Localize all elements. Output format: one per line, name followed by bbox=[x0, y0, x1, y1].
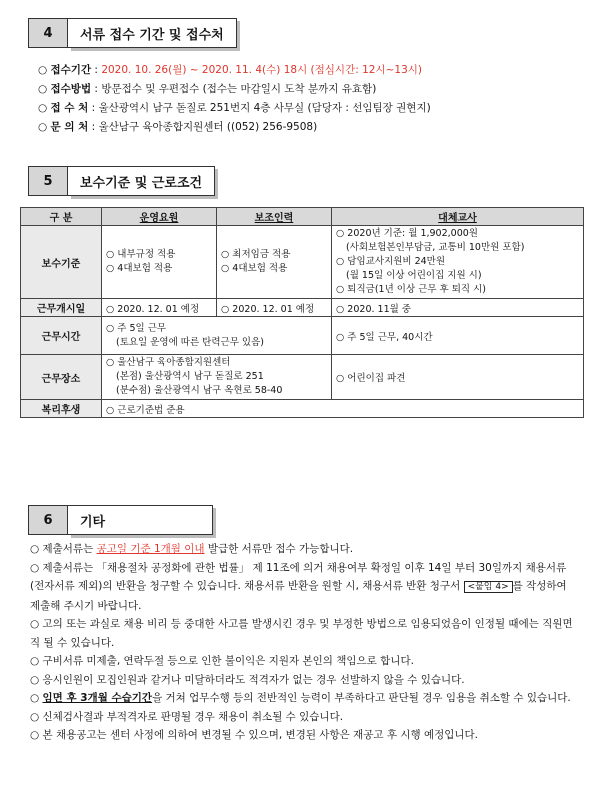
row-header: 근무시간 bbox=[21, 317, 102, 355]
row-header: 복리후생 bbox=[21, 400, 102, 418]
table-cell: ○ 2020. 12. 01 예정 bbox=[102, 299, 217, 317]
section-number: 4 bbox=[28, 18, 68, 48]
section-title: 기타 bbox=[68, 505, 213, 535]
item-label: 접 수 처 bbox=[50, 102, 89, 114]
list-item: ○ 문 의 처 : 울산남구 육아종합지원센터 ((052) 256-9508) bbox=[38, 121, 318, 133]
table-cell: ○ 어린이집 파견 bbox=[332, 355, 584, 400]
row-header: 보수기준 bbox=[21, 226, 102, 299]
section-4-header bbox=[28, 18, 237, 48]
table-cell: ○ 2020. 12. 01 예정 bbox=[217, 299, 332, 317]
table-cell: ○ 내부규정 적용 ○ 4대보험 적용 bbox=[102, 226, 217, 299]
table-cell: ○ 주 5일 근무, 40시간 bbox=[332, 317, 584, 355]
table-row bbox=[21, 400, 584, 418]
attachment-ref: <붙임 4> bbox=[464, 581, 513, 593]
table-cell: ○ 근로기준법 준용 bbox=[102, 400, 584, 418]
item-label: 문 의 처 bbox=[50, 121, 89, 133]
section-title: 보수기준 및 근로조건 bbox=[68, 166, 215, 196]
item-value: 울산남구 육아종합지원센터 ((052) 256-9508) bbox=[98, 121, 318, 133]
table-cell: ○ 2020. 11월 중 bbox=[332, 299, 584, 317]
note-item: ○ 신체검사결과 부적격자로 판명될 경우 채용이 취소될 수 있습니다. bbox=[30, 710, 344, 723]
note-item: ○ 응시인원이 모집인원과 같거나 미달하더라도 적격자가 없는 경우 선발하지 않을 수 있습니다. bbox=[30, 673, 465, 686]
table-header-row bbox=[21, 208, 584, 226]
table-row bbox=[21, 299, 584, 317]
highlight-text: 공고일 기준 1개월 이내 bbox=[96, 543, 205, 555]
notes-list bbox=[30, 540, 580, 745]
note-item: ○ 구비서류 미제출, 연락두절 등으로 인한 불이익은 지원자 본인의 책임으로 합니다. bbox=[30, 655, 414, 667]
col-header-assistant: 보조인력 bbox=[217, 208, 332, 226]
table-row bbox=[21, 226, 584, 299]
section-number: 6 bbox=[28, 505, 68, 535]
table-cell: ○ 최저임금 적용 ○ 4대보험 적용 bbox=[217, 226, 332, 299]
note-item: ○ 제출서류는 「채용절차 공정화에 관한 법률」 제 11조에 의거 채용여부 확정일 이후 14일 부터 30일까지 채용서류(전자서류 제외)의 반환을 청구할 수 있습니다. 채용서류 반환을 원할 시, 채용서류 반환 청구서 <붙임 4> 를 작성하여 제출해 주시기 바랍니다. bbox=[30, 561, 567, 612]
table-cell: ○ 주 5일 근무 (토요일 운영에 따른 탄력근무 있음) bbox=[102, 317, 332, 355]
note-item: ○ 고의 또는 과실로 채용 비리 등 중대한 사고를 발생시킨 경우 및 부정한 방법으로 임용되었음이 인정될 때에는 직원면직 될 수 있습니다. bbox=[30, 618, 573, 649]
highlight-text: 임면 후 3개월 수습기간 bbox=[42, 692, 153, 704]
list-item: ○ 접수방법 : 방문접수 및 우편접수 (접수는 마감일시 도착 분까지 유효함) bbox=[38, 83, 377, 95]
section-number: 5 bbox=[28, 166, 68, 196]
section-title: 서류 접수 기간 및 접수처 bbox=[68, 18, 237, 48]
table-row bbox=[21, 355, 584, 400]
list-item: ○ 접 수 처 : 울산광역시 남구 돋질로 251번지 4층 사무실 (담당자 : 선임팀장 권현지) bbox=[38, 102, 431, 114]
conditions-table bbox=[20, 207, 584, 418]
section-5-header bbox=[28, 166, 215, 196]
col-header-category: 구 분 bbox=[21, 208, 102, 226]
row-header: 근무개시일 bbox=[21, 299, 102, 317]
note-item: ○ 임면 후 3개월 수습기간을 거쳐 업무수행 등의 전반적인 능력이 부족하다고 판단될 경우 임용을 취소할 수 있습니다. bbox=[30, 692, 571, 704]
receipt-period-value: 2020. 10. 26(월) ~ 2020. 11. 4(수) 18시 (점심시간: 12시~13시) bbox=[101, 64, 422, 76]
item-value: 방문접수 및 우편접수 (접수는 마감일시 도착 분까지 유효함) bbox=[101, 83, 377, 95]
note-item: ○ 본 채용공고는 센터 사정에 의하여 변경될 수 있으며, 변경된 사항은 재공고 후 시행 예정입니다. bbox=[30, 729, 478, 741]
list-item: ○ 접수기간 : 2020. 10. 26(월) ~ 2020. 11. 4(수) 18시 (점심시간: 12시~13시) bbox=[38, 64, 422, 76]
table-cell: ○ 울산남구 육아종합지원센터 (본점) 울산광역시 남구 돋질로 251 (분수점) 울산광역시 남구 옥현로 58-40 bbox=[102, 355, 332, 400]
table-row bbox=[21, 317, 584, 355]
col-header-operator: 운영요원 bbox=[102, 208, 217, 226]
section-6-header bbox=[28, 505, 213, 535]
note-item: ○ 제출서류는 공고일 기준 1개월 이내 발급한 서류만 접수 가능합니다. bbox=[30, 543, 354, 555]
col-header-substitute: 대체교사 bbox=[332, 208, 584, 226]
item-label: 접수방법 bbox=[50, 83, 92, 95]
row-header: 근무장소 bbox=[21, 355, 102, 400]
item-value: 울산광역시 남구 돋질로 251번지 4층 사무실 (담당자 : 선임팀장 권현지) bbox=[98, 102, 431, 114]
item-label: 접수기간 bbox=[50, 64, 92, 76]
table-cell: ○ 2020년 기준: 월 1,902,000원 (사회보험본인부담금, 교통비 10만원 포함) ○ 담임교사지원비 24만원 (월 15일 이상 어린이집 지원 시) ○ 퇴직금(1년 이상 근무 후 퇴직 시) bbox=[332, 226, 584, 299]
